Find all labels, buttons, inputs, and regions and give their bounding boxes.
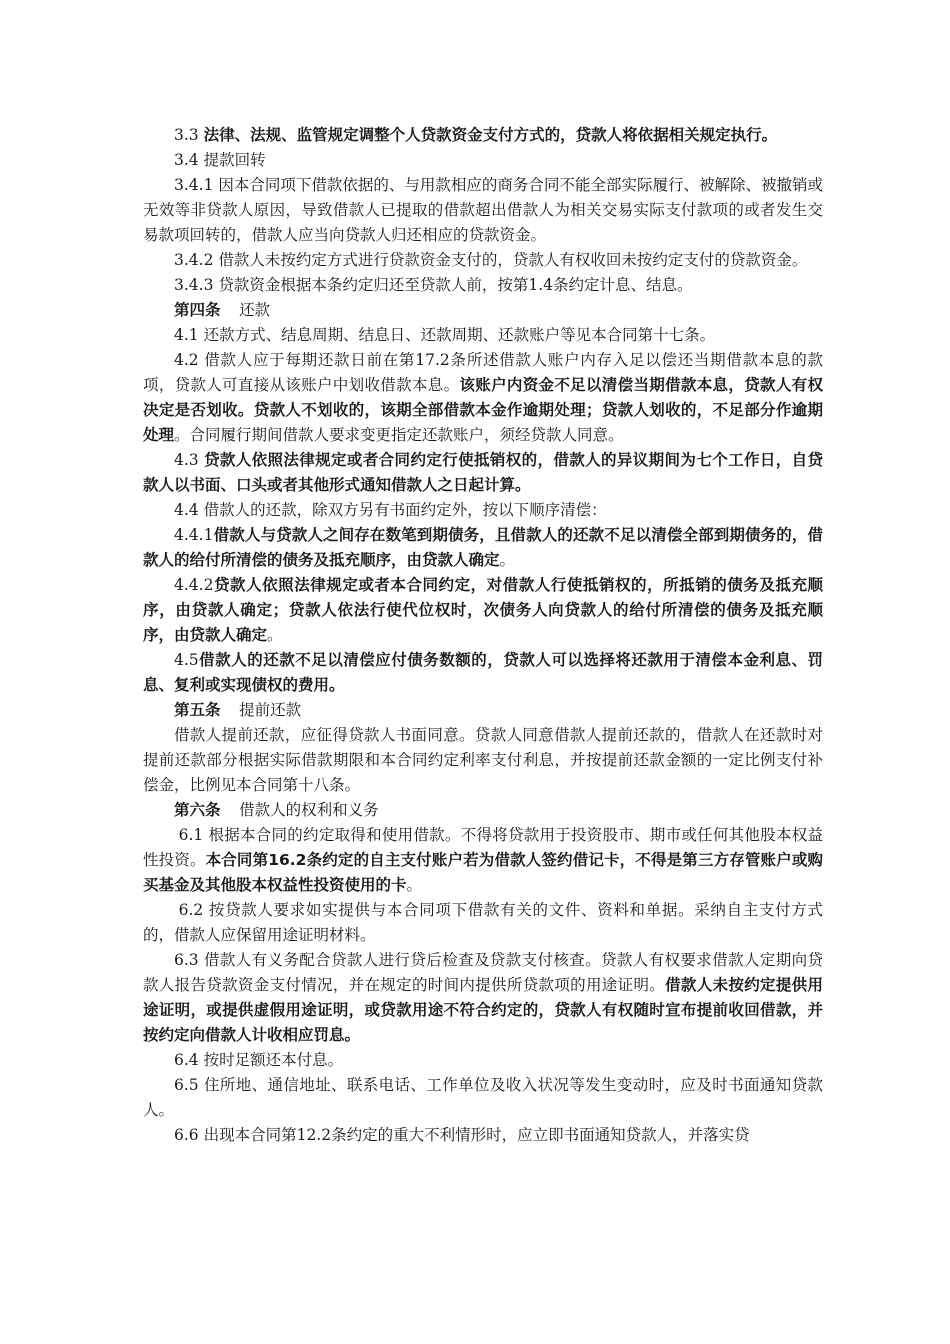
bold-text: 贷款人依照法律规定或者合同约定行使抵销权的，借款人的异议期间为七个工作日，自贷款人以书面、口头或者其他形式通知借款人之日起计算。 (143, 451, 823, 494)
clause-3-4-3 (143, 273, 823, 298)
clause-6-2 (143, 898, 823, 948)
article-number: 第六条 (174, 801, 221, 819)
clause-text: 3.4.3 贷款资金根据本条约定归还至贷款人前，按第1.4条约定计息、结息。 (174, 276, 693, 294)
bold-text: 本合同第16.2条约定的自主支付账户若为借款人签约借记卡，不得是第三方存管账户或购买基金及其他股本权益性投资使用的卡 (143, 851, 823, 894)
clause-3-4-2 (143, 248, 823, 273)
clause-text: 3.4 提款回转 (174, 151, 266, 169)
clause-6-5 (143, 1073, 823, 1123)
clause-6-6 (143, 1123, 823, 1148)
clause-4-4-2 (143, 573, 823, 648)
clause-number: 4.5 (174, 651, 199, 669)
clause-text: 。 (406, 876, 423, 894)
clause-text: 6.6 出现本合同第12.2条约定的重大不利情形时，应立即书面通知贷款人，并落实贷 (174, 1126, 750, 1144)
article-title: 提前还款 (239, 701, 302, 719)
article-5-heading (143, 698, 823, 723)
clause-4-4-1 (143, 523, 823, 573)
bold-text: 借款人的还款不足以清偿应付债务数额的，贷款人可以选择将还款用于清偿本金利息、罚息、复利或实现债权的费用。 (143, 651, 823, 694)
clause-4-4 (143, 498, 823, 523)
clause-4-1 (143, 323, 823, 348)
clause-text: 6.2 按贷款人要求如实提供与本合同项下借款有关的文件、资料和单据。采纳自主支付方式的，借款人应保留用途证明材料。 (143, 901, 823, 944)
clause-3-4 (143, 148, 823, 173)
clause-text: 6.3 借款人有义务配合贷款人进行贷后检查及贷款支付核查。贷款人有权要求借款人定期向贷款人报告贷款资金支付情况，并在规定的时间内提供所贷款项的用途证明。 (143, 951, 823, 994)
article-4-heading (143, 298, 823, 323)
clause-4-3 (143, 448, 823, 498)
clause-6-3 (143, 948, 823, 1048)
clause-number: 4.4.1 (174, 526, 214, 544)
clause-text: 借款人提前还款，应征得贷款人书面同意。贷款人同意借款人提前还款的，借款人在还款时对提前还款部分根据实际借款期限和本合同约定利率支付利息，并按提前还款金额的一定比例支付补偿金，比例见本合同第十八条。 (143, 726, 823, 794)
article-number: 第四条 (174, 301, 221, 319)
clause-text: 4.2 借款人应于每期还款日前在第17.2条所述借款人账户内存入足以偿还当期借款本息的款项，贷款人可直接从该账户中划收借款本息。 (143, 351, 823, 394)
clause-4-5 (143, 648, 823, 698)
clause-number: 4.4.2 (174, 576, 214, 594)
clause-text: 4.1 还款方式、结息周期、结息日、还款周期、还款账户等见本合同第十七条。 (174, 326, 716, 344)
clause-number: 4.3 (174, 451, 204, 469)
article-title: 借款人的权利和义务 (239, 801, 379, 819)
clause-3-3 (143, 123, 823, 148)
clause-text: 。合同履行期间借款人要求变更指定还款账户，须经贷款人同意。 (174, 426, 624, 444)
article-title: 还款 (239, 301, 271, 319)
bold-text: 法律、法规、监管规定调整个人贷款资金支付方式的，贷款人将依据相关规定执行。 (203, 126, 778, 144)
article-number: 第五条 (174, 701, 221, 719)
bold-text: 借款人未按约定提供用途证明，或提供虚假用途证明，或贷款用途不符合约定的，贷款人有权随时宣布提前收回借款，并按约定向借款人计收相应罚息。 (143, 976, 823, 1044)
clause-text: 3.4.2 借款人未按约定方式进行贷款资金支付的，贷款人有权收回未按约定支付的贷款资金。 (174, 251, 808, 269)
clause-text: 。 (499, 551, 516, 569)
clause-text: 3.4.1 因本合同项下借款依据的、与用款相应的商务合同不能全部实际履行、被解除、被撤销或无效等非贷款人原因，导致借款人已提取的借款超出借款人为相关交易实际支付款项的或者发生交易款项回转的，借款人应当向贷款人归还相应的贷款资金。 (143, 176, 823, 244)
bold-text: 贷款人依照法律规定或者本合同约定，对借款人行使抵销权的，所抵销的债务及抵充顺序，由贷款人确定；贷款人依法行使代位权时，次债务人向贷款人的给付所清偿的债务及抵充顺序，由贷款人确定 (143, 576, 823, 644)
clause-6-1 (143, 823, 823, 898)
clause-4-2 (143, 348, 823, 448)
clause-text: 6.5 住所地、通信地址、联系电话、工作单位及收入状况等发生变动时，应及时书面通知贷款人。 (143, 1076, 823, 1119)
bold-text: 该账户内资金不足以清偿当期借款本息，贷款人有权决定是否划收。贷款人不划收的，该期全部借款本金作逾期处理；贷款人划收的，不足部分作逾期处理 (143, 376, 823, 444)
clause-text: 6.4 按时足额还本付息。 (174, 1051, 344, 1069)
document-page (143, 123, 823, 1148)
article-6-heading (143, 798, 823, 823)
clause-text: 。 (267, 626, 283, 644)
clause-number: 3.3 (174, 126, 204, 144)
bold-text: 借款人与贷款人之间存在数笔到期债务，且借款人的还款不足以清偿全部到期债务的，借款人的给付所清偿的债务及抵充顺序，由贷款人确定 (143, 526, 823, 569)
clause-text: 6.1 根据本合同的约定取得和使用借款。不得将贷款用于投资股市、期市或任何其他股本权益性投资。 (143, 826, 823, 869)
clause-6-4 (143, 1048, 823, 1073)
clause-5-body (143, 723, 823, 798)
clause-text: 4.4 借款人的还款，除双方另有书面约定外，按以下顺序清偿： (174, 501, 607, 519)
clause-3-4-1 (143, 173, 823, 248)
